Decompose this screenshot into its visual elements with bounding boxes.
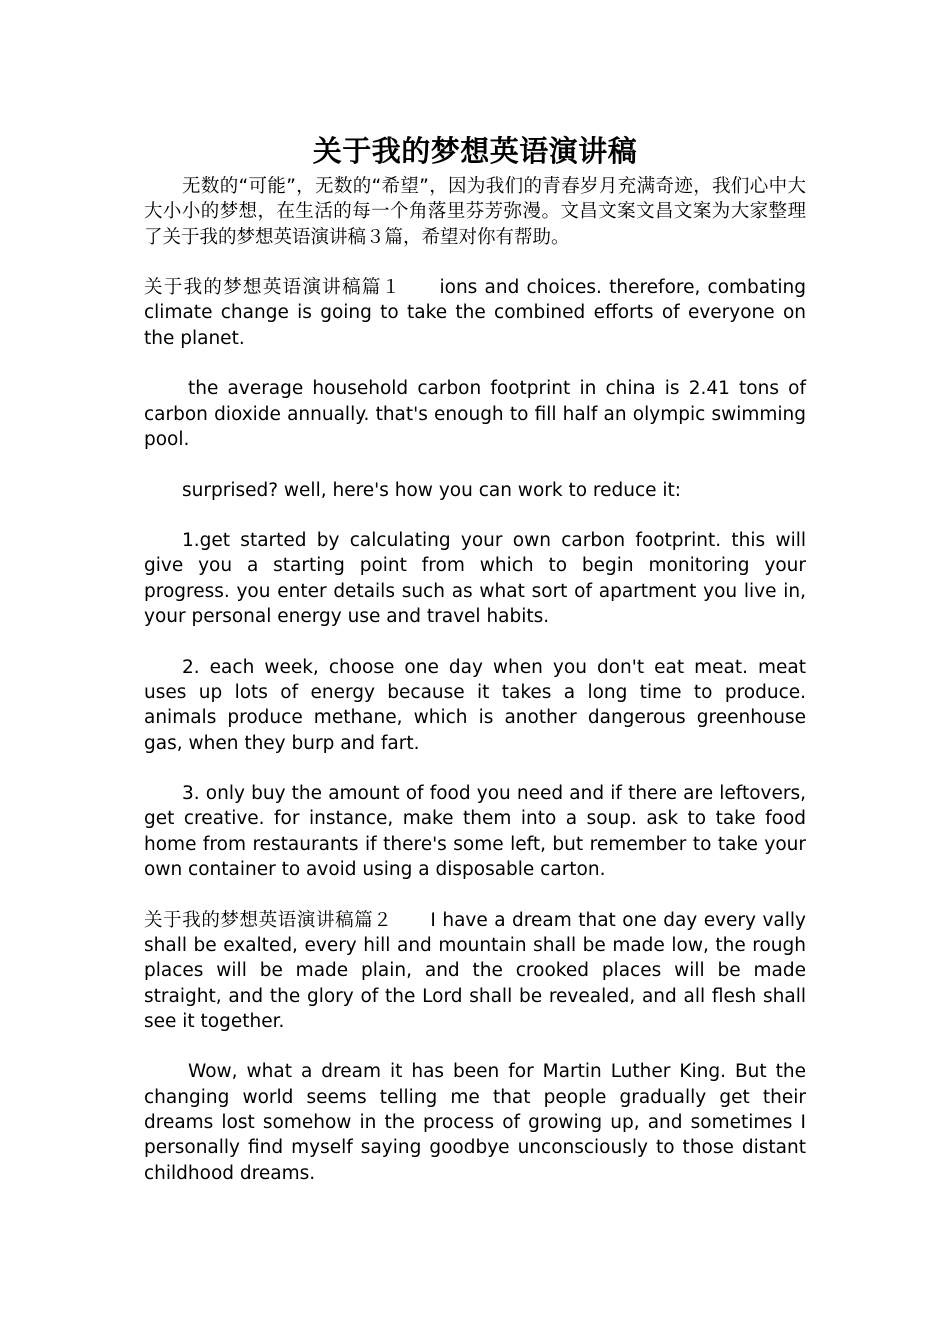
section-2-lead-text: I have a dream that one day every vally shall be exalted, every hill and mountain shall be made low, the rough places will be made plain, and the crooked places will be made straight, and the glory of the Lord shall be revealed, and all flesh shall see it together. [144,909,806,1032]
document-title: 关于我的梦想英语演讲稿 [312,134,638,168]
section-2-paragraph-1: Wow, what a dream it has been for Martin Luther King. But the changing world seems telling me that people gradually get their dreams lost somehow in the process of growing up, and sometimes I personally find myself saying goodbye unconsciously to those distant childhood dreams. [144,1061,806,1184]
section-1-paragraph-4: 2. each week, choose one day when you don't eat meat. meat uses up lots of energy because it takes a long time to produce. animals produce methane, which is another dangerous greenhouse gas, when they burp and fart. [144,656,806,754]
section-1-paragraph-1: the average household carbon footprint in china is 2.41 tons of carbon dioxide annually. that's enough to fill half an olympic swimming pool. [144,378,806,450]
document-page [144,128,806,1211]
section-1-lead-paragraph [144,275,806,351]
section-1-paragraph-2: surprised? well, here's how you can work to reduce it: [182,479,682,501]
section-2-lead-paragraph [144,908,806,1034]
section-1-heading: 关于我的梦想英语演讲稿篇１ [144,277,402,299]
intro-paragraph: 无数的“可能”，无数的“希望”，因为我们的青春岁月充满奇迹，我们心中大大小小的梦想，在生活的每一个角落里芬芳弥漫。文昌文案文昌文案为大家整理了关于我的梦想英语演讲稿３篇，希望对你有帮助。 [144,176,806,248]
section-1-lead-text: ions and choices. therefore, combating climate change is going to take the combined efforts of everyone on the planet. [144,277,806,349]
section-1-paragraph-3: 1.get started by calculating your own carbon footprint. this will give you a starting point from which to begin monitoring your progress. you enter details such as what sort of apartment you live in, your personal energy use and travel habits. [144,530,806,628]
section-2-heading: 关于我的梦想英语演讲稿篇２ [144,909,393,931]
section-1-paragraph-5: 3. only buy the amount of food you need and if there are leftovers, get creative. for instance, make them into a soup. ask to take food home from restaurants if there's some left, but remember to take your own container to avoid using a disposable carton. [144,783,806,881]
